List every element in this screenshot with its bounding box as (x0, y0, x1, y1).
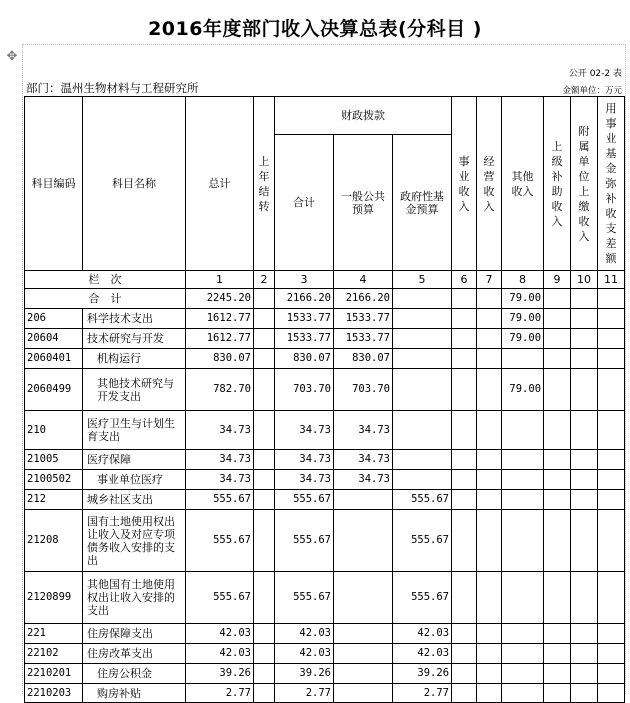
row-code: 2100502 (25, 470, 83, 490)
row-gov-fund: 2.77 (393, 684, 452, 703)
row-other-income (502, 490, 544, 510)
row-fiscal-total: 555.67 (275, 510, 334, 572)
row-code: 212 (25, 490, 83, 510)
row-name: 技术研究与开发 (83, 329, 186, 349)
income-table (24, 96, 625, 703)
row-fiscal-total: 830.07 (275, 349, 334, 369)
row-gov-fund: 555.67 (393, 510, 452, 572)
row-affiliated-income (571, 644, 598, 664)
total-cell-fiscal-total: 2166.20 (275, 289, 334, 309)
row-prev-carry (254, 309, 275, 329)
row-operating-income (477, 490, 502, 510)
row-reserve-fund (598, 572, 625, 624)
row-operating-income (477, 450, 502, 470)
index-cell: 6 (452, 271, 477, 289)
row-affiliated-income (571, 490, 598, 510)
row-fiscal-total: 1533.77 (275, 309, 334, 329)
row-total: 39.26 (186, 664, 254, 684)
total-cell-other-income: 79.00 (502, 289, 544, 309)
row-business-income (452, 309, 477, 329)
row-name: 科学技术支出 (83, 309, 186, 329)
row-total: 34.73 (186, 470, 254, 490)
row-general-budget (334, 644, 393, 664)
row-total: 555.67 (186, 572, 254, 624)
row-total: 782.70 (186, 369, 254, 411)
row-other-income (502, 470, 544, 490)
row-operating-income (477, 624, 502, 644)
row-code: 2060499 (25, 369, 83, 411)
row-operating-income (477, 664, 502, 684)
row-general-budget (334, 624, 393, 644)
row-reserve-fund (598, 450, 625, 470)
index-cell: 4 (334, 271, 393, 289)
row-code: 206 (25, 309, 83, 329)
row-business-income (452, 572, 477, 624)
row-affiliated-income (571, 470, 598, 490)
row-total: 34.73 (186, 450, 254, 470)
row-name: 国有土地使用权出让收入及对应专项债务收入安排的支出 (83, 510, 186, 572)
index-cell: 3 (275, 271, 334, 289)
row-name: 事业单位医疗 (83, 470, 186, 490)
row-affiliated-income (571, 450, 598, 470)
row-business-income (452, 624, 477, 644)
row-reserve-fund (598, 684, 625, 703)
row-name: 住房保障支出 (83, 624, 186, 644)
row-name: 机构运行 (83, 349, 186, 369)
row-prev-carry (254, 369, 275, 411)
row-reserve-fund (598, 411, 625, 450)
row-code: 210 (25, 411, 83, 450)
header-total: 总计 (186, 97, 254, 271)
row-general-budget: 830.07 (334, 349, 393, 369)
header-name: 科目名称 (83, 97, 186, 271)
row-total: 830.07 (186, 349, 254, 369)
row-code: 2060401 (25, 349, 83, 369)
row-operating-income (477, 369, 502, 411)
header-business-income: 事业收入 (452, 97, 477, 271)
row-business-income (452, 490, 477, 510)
row-affiliated-income (571, 664, 598, 684)
header-fiscal-total: 合计 (275, 135, 334, 271)
row-fiscal-total: 1533.77 (275, 329, 334, 349)
row-other-income: 79.00 (502, 309, 544, 329)
index-cell: 1 (186, 271, 254, 289)
row-reserve-fund (598, 624, 625, 644)
row-prev-carry (254, 329, 275, 349)
table-row (25, 309, 625, 329)
row-prev-carry (254, 684, 275, 703)
total-cell-total: 2245.20 (186, 289, 254, 309)
row-fiscal-total: 34.73 (275, 450, 334, 470)
row-gov-fund (393, 309, 452, 329)
row-business-income (452, 450, 477, 470)
row-affiliated-income (571, 411, 598, 450)
amount-unit: 金额单位：万元 (562, 86, 622, 96)
row-name: 城乡社区支出 (83, 490, 186, 510)
row-general-budget (334, 572, 393, 624)
row-gov-fund (393, 369, 452, 411)
row-superior-subsidy (544, 309, 571, 329)
row-prev-carry (254, 411, 275, 450)
header-reserve-fund: 用事业基金弥补收支差额 (598, 97, 625, 271)
row-other-income: 79.00 (502, 369, 544, 411)
row-superior-subsidy (544, 684, 571, 703)
row-superior-subsidy (544, 349, 571, 369)
page-title: 2016年度部门收入决算总表(分科目 ) (148, 18, 482, 40)
row-general-budget: 703.70 (334, 369, 393, 411)
row-code: 21005 (25, 450, 83, 470)
row-gov-fund (393, 349, 452, 369)
row-general-budget: 34.73 (334, 450, 393, 470)
row-superior-subsidy (544, 572, 571, 624)
row-superior-subsidy (544, 369, 571, 411)
index-cell: 10 (571, 271, 598, 289)
table-row (25, 450, 625, 470)
row-reserve-fund (598, 470, 625, 490)
row-general-budget: 1533.77 (334, 309, 393, 329)
row-general-budget: 1533.77 (334, 329, 393, 349)
table-row (25, 664, 625, 684)
row-other-income: 79.00 (502, 329, 544, 349)
row-business-income (452, 349, 477, 369)
row-reserve-fund (598, 369, 625, 411)
row-name: 医疗卫生与计划生育支出 (83, 411, 186, 450)
row-superior-subsidy (544, 664, 571, 684)
row-operating-income (477, 684, 502, 703)
row-fiscal-total: 42.03 (275, 624, 334, 644)
row-operating-income (477, 572, 502, 624)
row-superior-subsidy (544, 624, 571, 644)
form-number: 公开 02-2 表 (568, 69, 622, 79)
row-prev-carry (254, 664, 275, 684)
row-prev-carry (254, 349, 275, 369)
row-prev-carry (254, 490, 275, 510)
row-general-budget (334, 664, 393, 684)
row-total: 42.03 (186, 624, 254, 644)
row-general-budget: 34.73 (334, 411, 393, 450)
row-affiliated-income (571, 510, 598, 572)
row-fiscal-total: 42.03 (275, 644, 334, 664)
row-total: 42.03 (186, 644, 254, 664)
row-name: 其他技术研究与开发支出 (83, 369, 186, 411)
row-total: 1612.77 (186, 329, 254, 349)
row-affiliated-income (571, 624, 598, 644)
row-reserve-fund (598, 644, 625, 664)
index-cell: 2 (254, 271, 275, 289)
row-gov-fund: 555.67 (393, 572, 452, 624)
header-general-budget: 一般公共预算 (334, 135, 393, 271)
row-general-budget (334, 490, 393, 510)
row-gov-fund: 39.26 (393, 664, 452, 684)
row-code: 221 (25, 624, 83, 644)
index-cell: 11 (598, 271, 625, 289)
index-cell: 7 (477, 271, 502, 289)
row-total: 555.67 (186, 490, 254, 510)
row-code: 2210203 (25, 684, 83, 703)
row-superior-subsidy (544, 411, 571, 450)
table-row (25, 644, 625, 664)
row-other-income (502, 664, 544, 684)
row-operating-income (477, 411, 502, 450)
total-cell-general-budget: 2166.20 (334, 289, 393, 309)
department-label: 部门：温州生物材料与工程研究所 (26, 81, 199, 95)
row-general-budget (334, 510, 393, 572)
row-superior-subsidy (544, 329, 571, 349)
row-operating-income (477, 349, 502, 369)
row-prev-carry (254, 624, 275, 644)
index-cell: 9 (544, 271, 571, 289)
row-business-income (452, 664, 477, 684)
header-gov-fund: 政府性基金预算 (393, 135, 452, 271)
header-superior-subsidy: 上级补助收入 (544, 97, 571, 271)
total-label: 合 计 (25, 289, 186, 309)
row-reserve-fund (598, 329, 625, 349)
row-other-income (502, 572, 544, 624)
row-total: 34.73 (186, 411, 254, 450)
row-operating-income (477, 510, 502, 572)
table-row (25, 490, 625, 510)
row-fiscal-total: 703.70 (275, 369, 334, 411)
row-superior-subsidy (544, 450, 571, 470)
row-fiscal-total: 34.73 (275, 411, 334, 450)
table-row (25, 684, 625, 703)
row-name: 住房改革支出 (83, 644, 186, 664)
total-cell-gov-fund (393, 289, 452, 309)
row-general-budget (334, 684, 393, 703)
row-reserve-fund (598, 349, 625, 369)
row-gov-fund: 42.03 (393, 624, 452, 644)
row-other-income (502, 349, 544, 369)
header-prev-carry: 上年结转 (254, 97, 275, 271)
row-other-income (502, 450, 544, 470)
row-fiscal-total: 555.67 (275, 490, 334, 510)
row-code: 2120899 (25, 572, 83, 624)
row-reserve-fund (598, 490, 625, 510)
row-gov-fund (393, 411, 452, 450)
row-other-income (502, 644, 544, 664)
table-row (25, 411, 625, 450)
row-business-income (452, 369, 477, 411)
row-general-budget: 34.73 (334, 470, 393, 490)
index-cell: 5 (393, 271, 452, 289)
row-code: 20604 (25, 329, 83, 349)
row-fiscal-total: 2.77 (275, 684, 334, 703)
table-row (25, 572, 625, 624)
row-business-income (452, 470, 477, 490)
row-name: 医疗保障 (83, 450, 186, 470)
row-name: 购房补贴 (83, 684, 186, 703)
row-fiscal-total: 34.73 (275, 470, 334, 490)
row-other-income (502, 510, 544, 572)
row-prev-carry (254, 572, 275, 624)
table-row (25, 349, 625, 369)
row-operating-income (477, 470, 502, 490)
row-code: 22102 (25, 644, 83, 664)
row-prev-carry (254, 450, 275, 470)
row-affiliated-income (571, 329, 598, 349)
row-reserve-fund (598, 309, 625, 329)
row-operating-income (477, 309, 502, 329)
row-total: 2.77 (186, 684, 254, 703)
row-name: 其他国有土地使用权出让收入安排的支出 (83, 572, 186, 624)
row-business-income (452, 684, 477, 703)
row-code: 21208 (25, 510, 83, 572)
row-superior-subsidy (544, 644, 571, 664)
row-affiliated-income (571, 309, 598, 329)
row-superior-subsidy (544, 470, 571, 490)
header-operating-income: 经营收入 (477, 97, 502, 271)
table-row (25, 470, 625, 490)
row-prev-carry (254, 510, 275, 572)
row-operating-income (477, 329, 502, 349)
row-prev-carry (254, 644, 275, 664)
row-other-income (502, 411, 544, 450)
row-gov-fund (393, 450, 452, 470)
row-prev-carry (254, 470, 275, 490)
row-total: 1612.77 (186, 309, 254, 329)
row-gov-fund: 42.03 (393, 644, 452, 664)
row-code: 2210201 (25, 664, 83, 684)
row-business-income (452, 510, 477, 572)
row-operating-income (477, 644, 502, 664)
row-affiliated-income (571, 684, 598, 703)
row-gov-fund: 555.67 (393, 490, 452, 510)
total-row (25, 289, 625, 309)
header-other-income: 其他收入 (502, 97, 544, 271)
row-business-income (452, 644, 477, 664)
row-business-income (452, 329, 477, 349)
row-superior-subsidy (544, 510, 571, 572)
table-row (25, 510, 625, 572)
row-gov-fund (393, 329, 452, 349)
table-row (25, 624, 625, 644)
header-fiscal: 财政拨款 (275, 97, 452, 135)
row-fiscal-total: 555.67 (275, 572, 334, 624)
row-affiliated-income (571, 349, 598, 369)
header-code: 科目编码 (25, 97, 83, 271)
row-total: 555.67 (186, 510, 254, 572)
row-name: 住房公积金 (83, 664, 186, 684)
row-reserve-fund (598, 510, 625, 572)
row-reserve-fund (598, 664, 625, 684)
row-other-income (502, 624, 544, 644)
row-superior-subsidy (544, 490, 571, 510)
row-fiscal-total: 39.26 (275, 664, 334, 684)
table-row (25, 329, 625, 349)
table-row (25, 369, 625, 411)
index-label: 栏 次 (25, 271, 186, 289)
row-business-income (452, 411, 477, 450)
header-affiliated-income: 附属单位上缴收入 (571, 97, 598, 271)
index-cell: 8 (502, 271, 544, 289)
column-index-row (25, 271, 625, 289)
move-handle-icon[interactable]: ✥ (6, 49, 18, 64)
row-affiliated-income (571, 369, 598, 411)
row-other-income (502, 684, 544, 703)
row-affiliated-income (571, 572, 598, 624)
row-gov-fund (393, 470, 452, 490)
